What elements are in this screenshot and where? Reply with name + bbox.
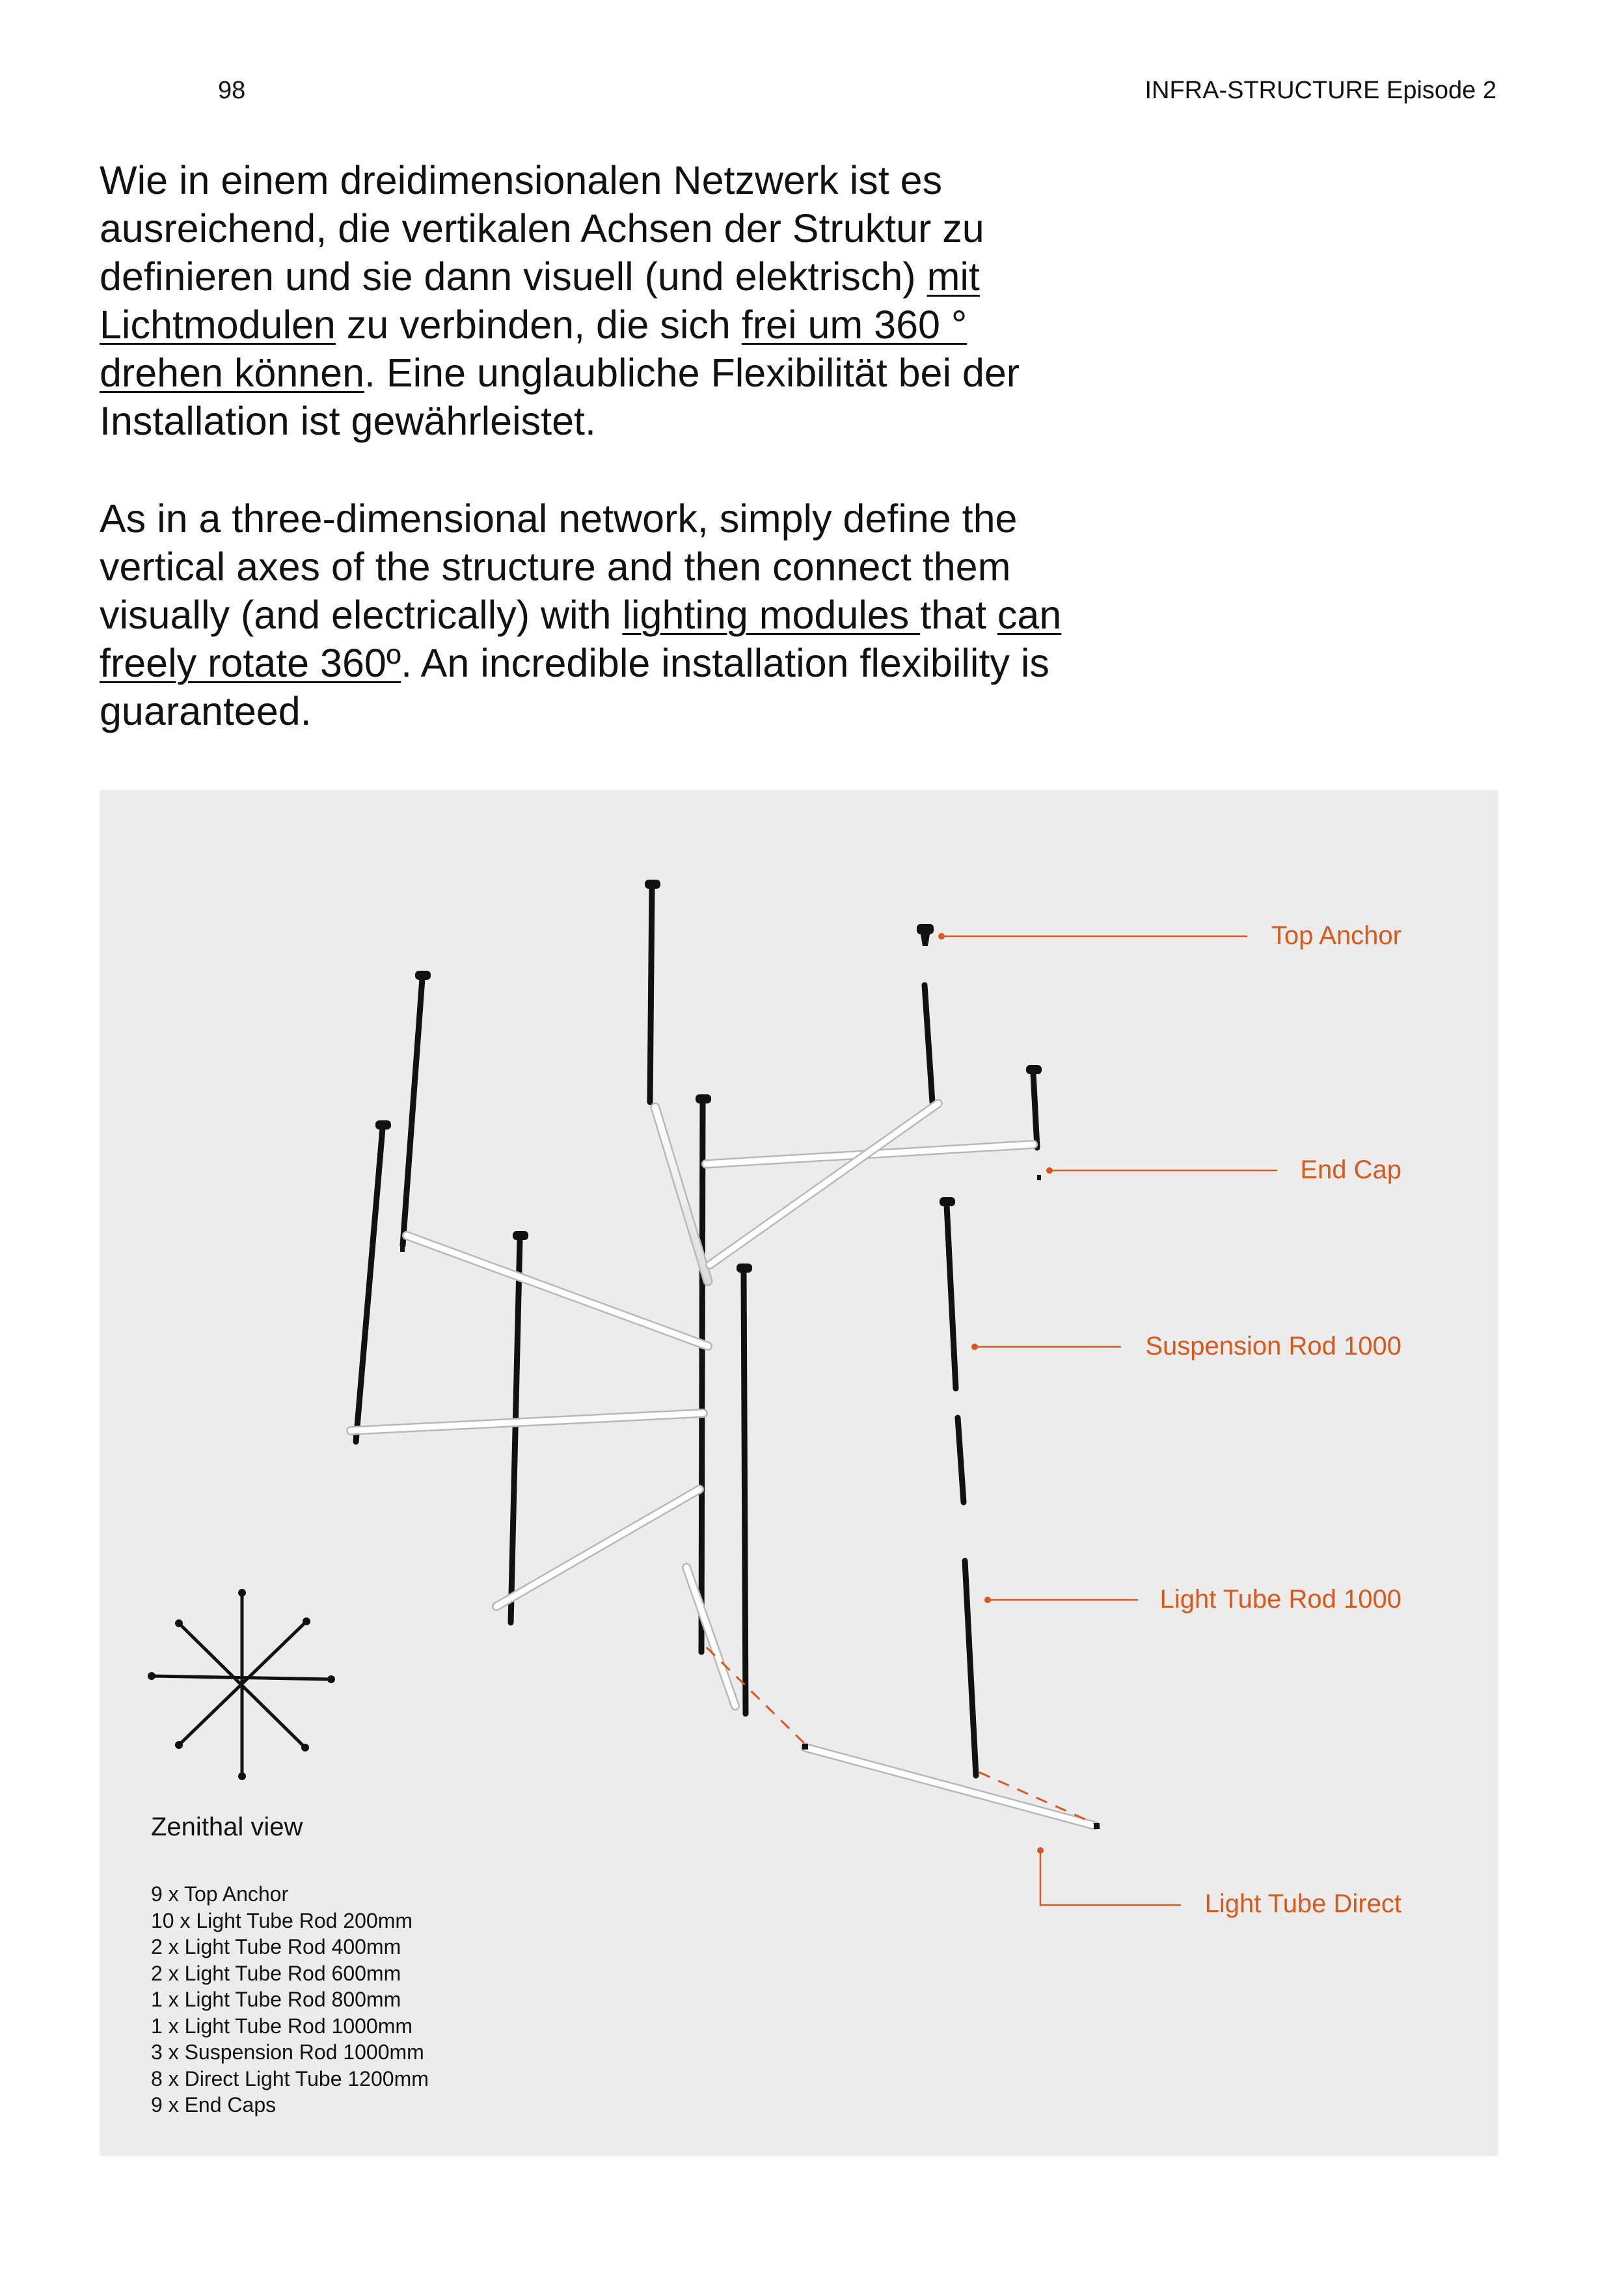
parts-list-item: 1 x Light Tube Rod 1000mm [151,2014,413,2038]
parts-list-item: 3 x Suspension Rod 1000mm [151,2040,424,2064]
text-segment: that [920,593,997,637]
rod [925,985,932,1102]
top-anchor-icon [645,880,660,889]
parts-list-item: 10 x Light Tube Rod 200mm [151,1908,413,1932]
underlined-phrase: can freely rotate 360º [100,593,1062,685]
zenithal-endpoint [327,1675,335,1683]
zenithal-arm [152,1676,331,1679]
end-cap-icon [400,1244,405,1252]
callout-dot [984,1597,991,1603]
callout-dot [1046,1167,1053,1174]
underlined-phrase: frei um 360 ° drehen können [100,303,968,395]
callout-dot [938,933,945,940]
zenithal-endpoint [301,1744,309,1751]
text-segment: . Eine unglaubliche Flexibilität bei der Installation ist gewährleistet. [100,351,1020,443]
end-caps [353,1175,1100,1829]
parts-list-item: 9 x End Caps [151,2093,277,2116]
light-tubes [351,1103,1095,1826]
parts-list-item: 9 x Top Anchor [151,1882,289,1906]
callout-suspension-rod: Suspension Rod 1000 [1145,1332,1401,1360]
parts-list [151,1881,429,2118]
zenithal-endpoint [238,1589,246,1597]
light-tube [710,1103,938,1265]
top-anchor-icon [375,1120,391,1129]
paragraph-english [100,494,1062,735]
paragraph-german [100,156,1062,445]
parts-list-item: 2 x Light Tube Rod 600mm [151,1961,401,1985]
rod [965,1561,976,1776]
zenithal-endpoint [148,1672,156,1680]
text-segment: . An incredible installation flexibility is guaranteed. [100,641,1049,733]
running-title: INFRA-STRUCTURE Episode 2 [1144,77,1496,104]
vertical-rods [356,887,1037,1776]
rod [947,1205,956,1388]
parts-list-item: 1 x Light Tube Rod 800mm [151,1988,401,2011]
top-anchor-icon [1026,1065,1042,1074]
light-tube [496,1489,699,1606]
assembly-guides [707,1647,1094,1823]
parts-list-item: 8 x Direct Light Tube 1200mm [151,2066,429,2090]
installation-figure [100,790,1498,2156]
page-number: 98 [218,77,246,104]
rod [744,1271,746,1714]
end-cap-icon [1094,1823,1100,1829]
rod [701,1102,703,1652]
zenithal-endpoint [175,1741,183,1749]
zenithal-endpoint [175,1619,183,1627]
underlined-phrase: mit Lichtmodulen [100,254,980,347]
rod [958,1418,964,1502]
callout-dot [1037,1847,1044,1854]
callout-leader [1040,1850,1181,1905]
rod [511,1239,520,1623]
top-anchor-icon [917,924,934,934]
top-anchor-icon [940,1197,955,1206]
text-segment: zu verbinden, die sich [335,303,742,347]
zenithal-endpoint [238,1772,246,1780]
callout-end-cap: End Cap [1300,1156,1401,1184]
end-cap-icon [1037,1175,1041,1180]
callout-top-anchor: Top Anchor [1271,921,1401,950]
light-tube [351,1413,703,1431]
end-cap-icon [802,1744,808,1750]
callout-dot [971,1344,978,1350]
end-cap-icon [353,1435,358,1443]
callout-light-tube-rod: Light Tube Rod 1000 [1159,1585,1401,1614]
text-segment: As in a three-dimensional network, simply define the vertical axes of the structure and then connect them visually (and electrically) with [100,496,1018,637]
rod [1033,1073,1037,1148]
rod [403,979,422,1245]
light-tube [407,1236,708,1346]
text-segment: Wie in einem dreidimensionalen Netzwerk ist es ausreichend, die vertikalen Achsen der Struktur zu definieren und sie dann visuell (und elektrisch) [100,158,984,299]
top-anchor-icon [737,1264,752,1273]
assembly-guide [707,1647,807,1746]
rod [650,887,652,1102]
light-tube [686,1567,735,1706]
underlined-phrase: lighting modules [622,593,921,637]
top-anchor-icon [415,971,431,980]
top-anchor-icon [513,1231,528,1240]
zenithal-view-label: Zenithal view [151,1813,303,1841]
rod [356,1128,383,1442]
top-anchor-icon [921,934,930,946]
callout-light-tube-direct: Light Tube Direct [1204,1889,1401,1918]
zenithal-endpoint [303,1617,310,1625]
end-cap-icon [508,1611,513,1619]
light-tube [805,1748,1095,1826]
top-anchor-icon [696,1094,711,1103]
callout-leaders [941,936,1277,1905]
parts-list-item: 2 x Light Tube Rod 400mm [151,1935,401,1958]
